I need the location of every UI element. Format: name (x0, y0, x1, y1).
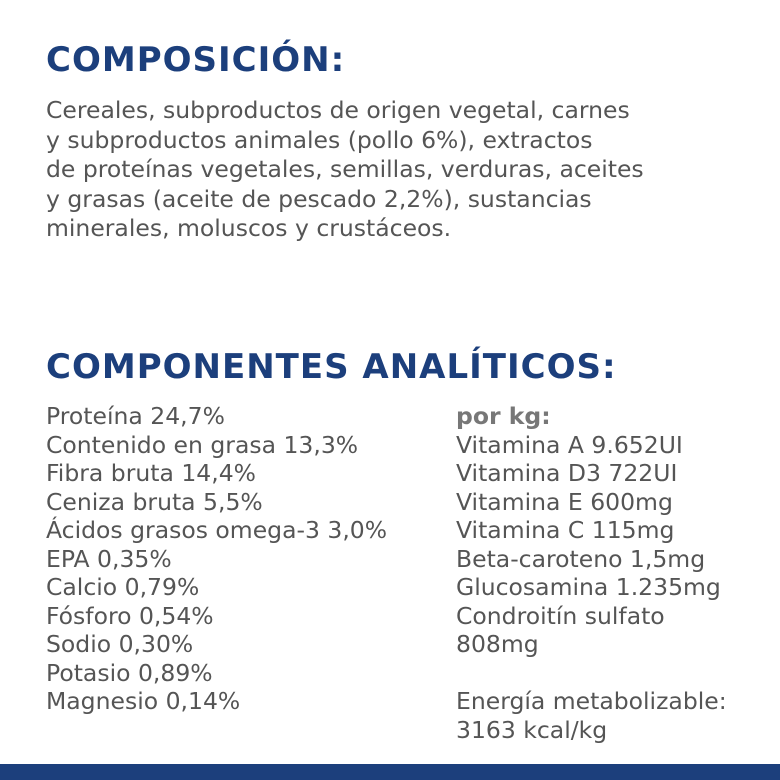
vitamin-item: 808mg (456, 630, 539, 658)
per-kg-label: por kg: (456, 402, 551, 430)
vitamin-item: Condroitín sulfato (456, 601, 665, 630)
analytical-item: Ácidos grasos omega-3 3,0% (46, 516, 388, 544)
composition-line: Cereales, subproductos de origen vegetal, carnes (46, 96, 630, 124)
vitamin-item: Vitamina A 9.652UI (456, 430, 683, 459)
vitamin-item: Beta-caroteno 1,5mg (456, 544, 706, 573)
composition-line: y grasas (aceite de pescado 2,2%), sustancias (46, 184, 592, 213)
vitamin-item: Vitamina D3 722UI (456, 459, 678, 487)
composition-heading: COMPOSICIÓN: (46, 40, 346, 80)
energy-value: 3163 kcal/kg (456, 715, 608, 744)
composition-line: minerales, moluscos y crustáceos. (46, 214, 452, 242)
composition-text (46, 96, 766, 244)
vitamin-item: Vitamina E 600mg (456, 487, 673, 516)
analytical-item: Proteína 24,7% (46, 402, 225, 430)
analytical-item: Potasio 0,89% (46, 658, 213, 687)
analytical-heading: COMPONENTES ANALÍTICOS: (46, 347, 617, 387)
analytical-item: Ceniza bruta 5,5% (46, 487, 263, 516)
vitamin-item: Glucosamina 1.235mg (456, 573, 721, 601)
bottom-bar (0, 764, 780, 780)
analytical-item: Contenido en grasa 13,3% (46, 430, 359, 459)
spacer (456, 659, 727, 688)
analytical-item: Fósforo 0,54% (46, 601, 214, 630)
analytical-item: Fibra bruta 14,4% (46, 459, 256, 487)
analytical-item: EPA 0,35% (46, 544, 172, 573)
analytical-item: Magnesio 0,14% (46, 687, 241, 715)
composition-line: de proteínas vegetales, semillas, verduras, aceites (46, 155, 644, 183)
analytical-right-list (456, 402, 727, 744)
analytical-item: Sodio 0,30% (46, 630, 194, 658)
analytical-left-list (46, 402, 387, 716)
energy-label: Energía metabolizable: (456, 687, 727, 715)
analytical-item: Calcio 0,79% (46, 573, 200, 601)
composition-line: y subproductos animales (pollo 6%), extractos (46, 125, 593, 154)
vitamin-item: Vitamina C 115mg (456, 516, 675, 544)
